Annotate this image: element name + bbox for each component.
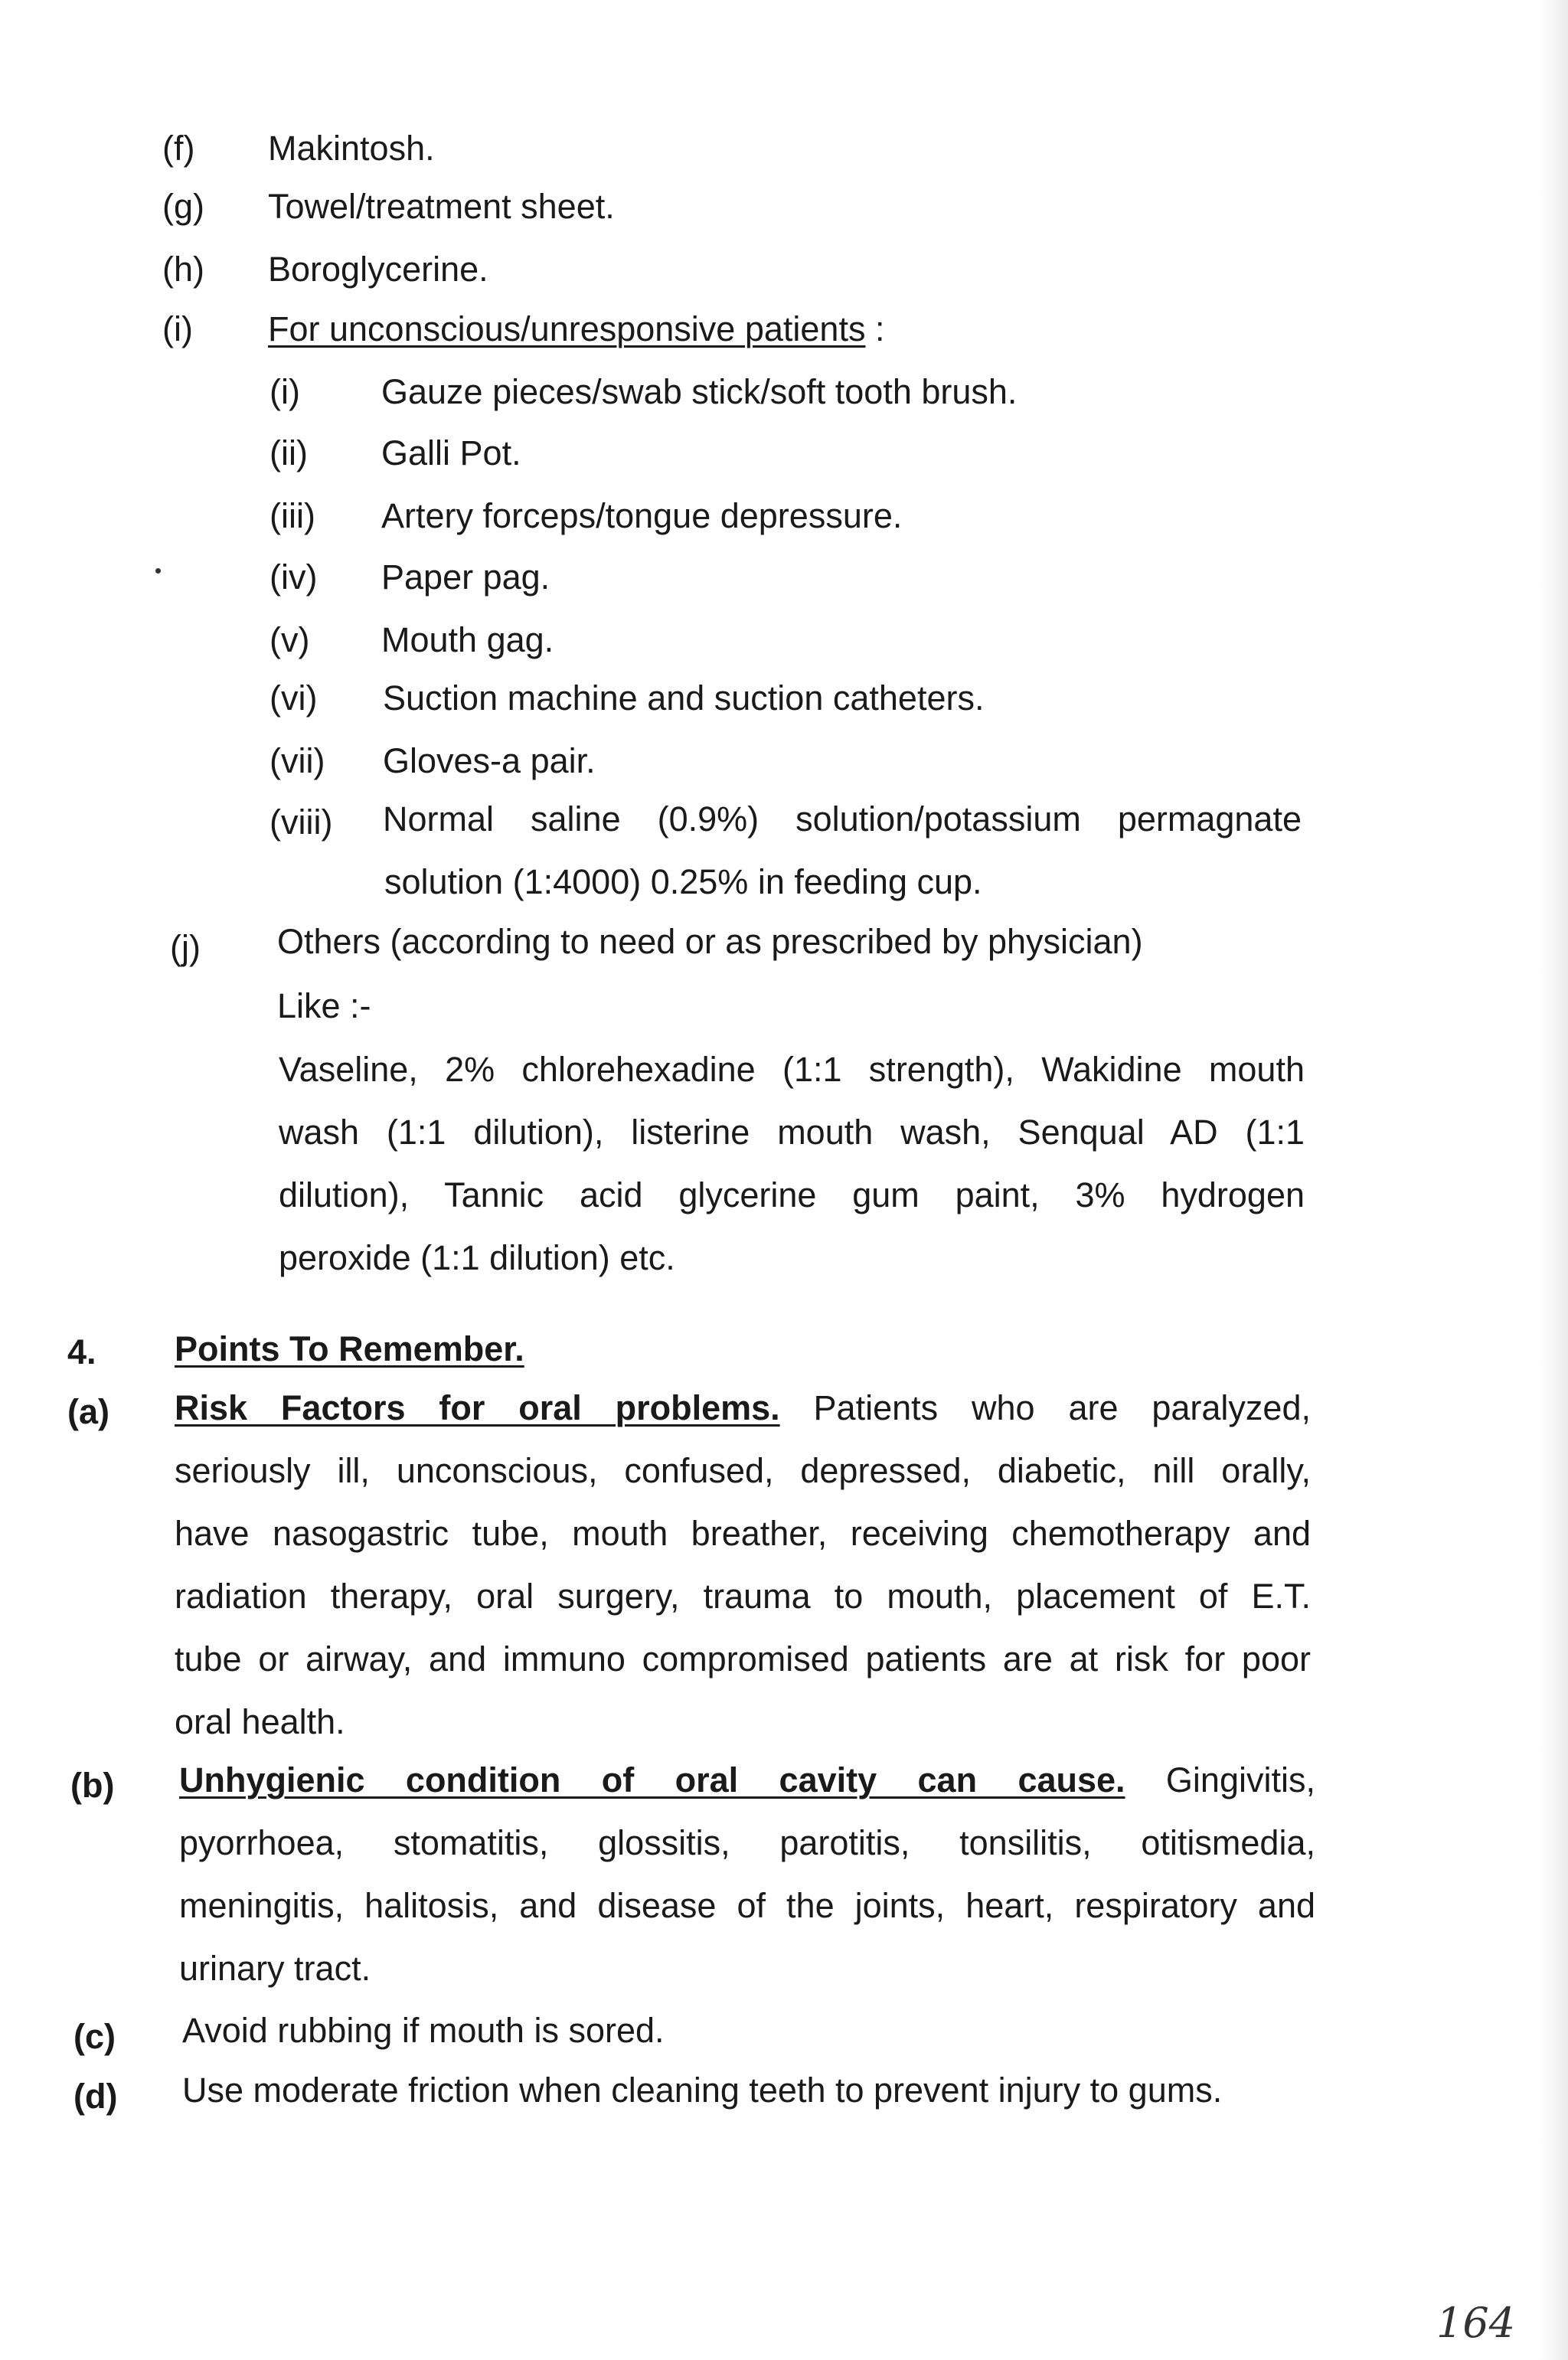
sub-item-label: (iii) [270,496,315,535]
paragraph-line: oral health. [175,1702,345,1741]
point-b-first-line: Gingivitis, [1125,1760,1315,1799]
sub-item-text: Mouth gag. [381,620,554,659]
item-label: (g) [162,187,204,226]
item-label: (f) [162,129,195,168]
paragraph-line: radiation therapy, oral surgery, trauma to mouth, placement of E.T. [175,1577,1311,1616]
point-a-paragraph [175,1377,1311,1754]
section-number: 4. [67,1332,96,1371]
paragraph-line [175,1377,1311,1440]
paragraph-line: pyorrhoea, stomatitis, glossitis, parotitis, tonsilitis, otitismedia, [179,1823,1315,1862]
item-heading-text: For unconscious/unresponsive patients [268,309,866,348]
point-label: (d) [74,2077,118,2116]
point-label: (a) [67,1392,109,1431]
section-heading: Points To Remember. [175,1329,524,1368]
handwritten-page-number: 164 [1436,2299,1516,2347]
paragraph-line: seriously ill, unconscious, confused, depressed, diabetic, nill orally, [175,1451,1311,1490]
point-d-text: Use moderate friction when cleaning teeth to prevent injury to gums. [182,2071,1223,2110]
point-label: (b) [70,1766,115,1805]
sub-item-text: Galli Pot. [381,433,521,472]
sub-item-text: Gauze pieces/swab stick/soft tooth brush. [381,372,1018,411]
sub-item-label: (vii) [270,741,325,780]
paragraph-line: peroxide (1:1 dilution) etc. [279,1238,675,1277]
stray-dot [155,568,161,574]
item-heading [268,308,884,351]
paragraph-line: tube or airway, and immuno compromised patients are at risk for poor [175,1639,1311,1678]
sub-item-text: Artery forceps/tongue depressure. [381,496,903,535]
item-label: (j) [170,928,201,967]
paragraph-line: have nasogastric tube, mouth breather, receiving chemotherapy and [175,1514,1311,1553]
paragraph-line: dilution), Tannic acid glycerine gum paint, 3% hydrogen [279,1175,1305,1214]
point-c-text: Avoid rubbing if mouth is sored. [182,2011,665,2050]
item-text: Like :- [277,986,371,1025]
sub-item-text-line2: solution (1:4000) 0.25% in feeding cup. [384,862,982,901]
sub-item-label: (v) [270,620,310,659]
item-text: Towel/treatment sheet. [268,187,615,226]
point-a-first-line: Patients who are paralyzed, [779,1388,1311,1427]
sub-item-label: (i) [270,372,300,411]
paragraph-line: Vaseline, 2% chlorehexadine (1:1 strength), Wakidine mouth [279,1050,1305,1089]
sub-item-label: (viii) [270,802,333,842]
point-b-heading: Unhygienic condition of oral cavity can cause. [179,1760,1125,1799]
sub-item-label: (vi) [270,678,318,717]
item-text: Boroglycerine. [268,250,488,289]
point-a-heading: Risk Factors for oral problems. [175,1388,780,1427]
sub-item-text: Suction machine and suction catheters. [383,678,985,717]
sub-item-text: Gloves-a pair. [383,741,596,780]
sub-item-text: Paper pag. [381,557,550,597]
sub-item-label: (iv) [270,557,318,597]
paragraph-line: meningitis, halitosis, and disease of the joints, heart, respiratory and [179,1886,1315,1925]
sub-item-label: (ii) [270,433,308,472]
point-b-paragraph [179,1749,1315,2000]
item-heading-suffix: : [865,309,885,348]
item-text: Makintosh. [268,129,435,168]
point-label: (c) [74,2017,116,2056]
item-text: Others (according to need or as prescribed by physician) [277,922,1143,961]
paragraph-line [179,1749,1315,1812]
scan-edge-shadow [1539,0,1568,2360]
item-label: (h) [162,250,204,289]
item-label: (i) [162,309,193,348]
item-j-paragraph [279,1038,1305,1290]
paragraph-line: wash (1:1 dilution), listerine mouth wash, Senqual AD (1:1 [279,1113,1305,1152]
sub-item-text-line1: Normal saline (0.9%) solution/potassium permagnate [383,799,1302,838]
paragraph-line: urinary tract. [179,1949,371,1988]
